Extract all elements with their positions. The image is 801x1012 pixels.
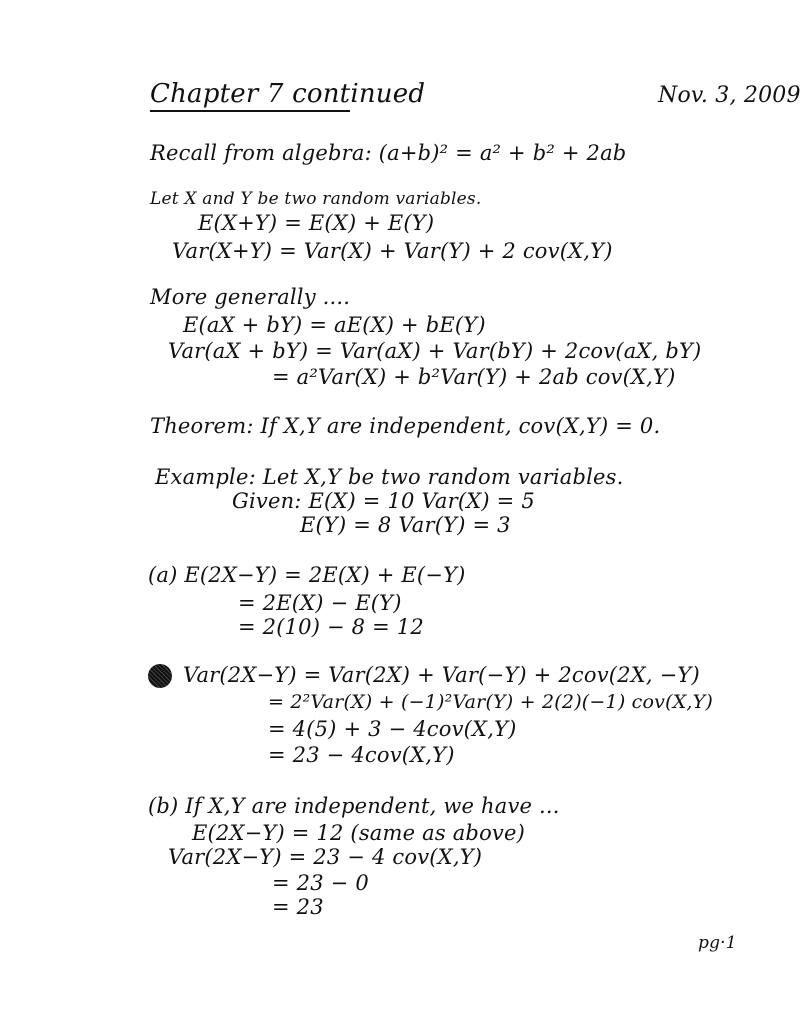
expectation-linear-line: E(aX + bY) = aE(X) + bE(Y)	[183, 313, 486, 337]
scribble-mark-icon	[148, 664, 172, 688]
page-title: Chapter 7 continued	[150, 79, 426, 109]
variance-example-line-3: = 4(5) + 3 − 4cov(X,Y)	[268, 717, 517, 741]
theorem-line: Theorem: If X,Y are independent, cov(X,Y) = 0.	[150, 414, 661, 438]
let-xy-line: Let X and Y be two random variables.	[150, 189, 482, 209]
more-generally-line: More generally ....	[150, 285, 351, 309]
variance-linear-line-2: = a²Var(X) + b²Var(Y) + 2ab cov(X,Y)	[272, 365, 676, 389]
given-line-2: E(Y) = 8 Var(Y) = 3	[300, 513, 511, 537]
example-line: Example: Let X,Y be two random variables.	[155, 465, 624, 489]
title-underline	[150, 110, 350, 112]
variance-example-line-1: Var(2X−Y) = Var(2X) + Var(−Y) + 2cov(2X, −Y)	[183, 663, 700, 687]
variance-linear-line: Var(aX + bY) = Var(aX) + Var(bY) + 2cov(aX, bY)	[168, 339, 702, 363]
variance-sum-line: Var(X+Y) = Var(X) + Var(Y) + 2 cov(X,Y)	[172, 239, 613, 263]
part-b-line-5: = 23	[272, 895, 324, 919]
recall-line: Recall from algebra: (a+b)² = a² + b² + 2ab	[150, 141, 627, 165]
expectation-sum-line: E(X+Y) = E(X) + E(Y)	[198, 211, 435, 235]
part-b-line-3: Var(2X−Y) = 23 − 4 cov(X,Y)	[168, 845, 483, 869]
part-b-line-4: = 23 − 0	[272, 871, 369, 895]
given-line-1: Given: E(X) = 10 Var(X) = 5	[232, 489, 535, 513]
variance-example-line-4: = 23 − 4cov(X,Y)	[268, 743, 455, 767]
page-number: pg·1	[698, 933, 737, 953]
part-a-line-3: = 2(10) − 8 = 12	[238, 615, 424, 639]
part-b-line-2: E(2X−Y) = 12 (same as above)	[192, 821, 525, 845]
part-b-line-1: (b) If X,Y are independent, we have ...	[148, 794, 560, 818]
part-a-line-2: = 2E(X) − E(Y)	[238, 591, 402, 615]
page-date: Nov. 3, 2009	[658, 83, 801, 108]
variance-example-line-2: = 2²Var(X) + (−1)²Var(Y) + 2(2)(−1) cov(X,Y)	[268, 691, 714, 713]
part-a-line-1: (a) E(2X−Y) = 2E(X) + E(−Y)	[148, 563, 466, 587]
